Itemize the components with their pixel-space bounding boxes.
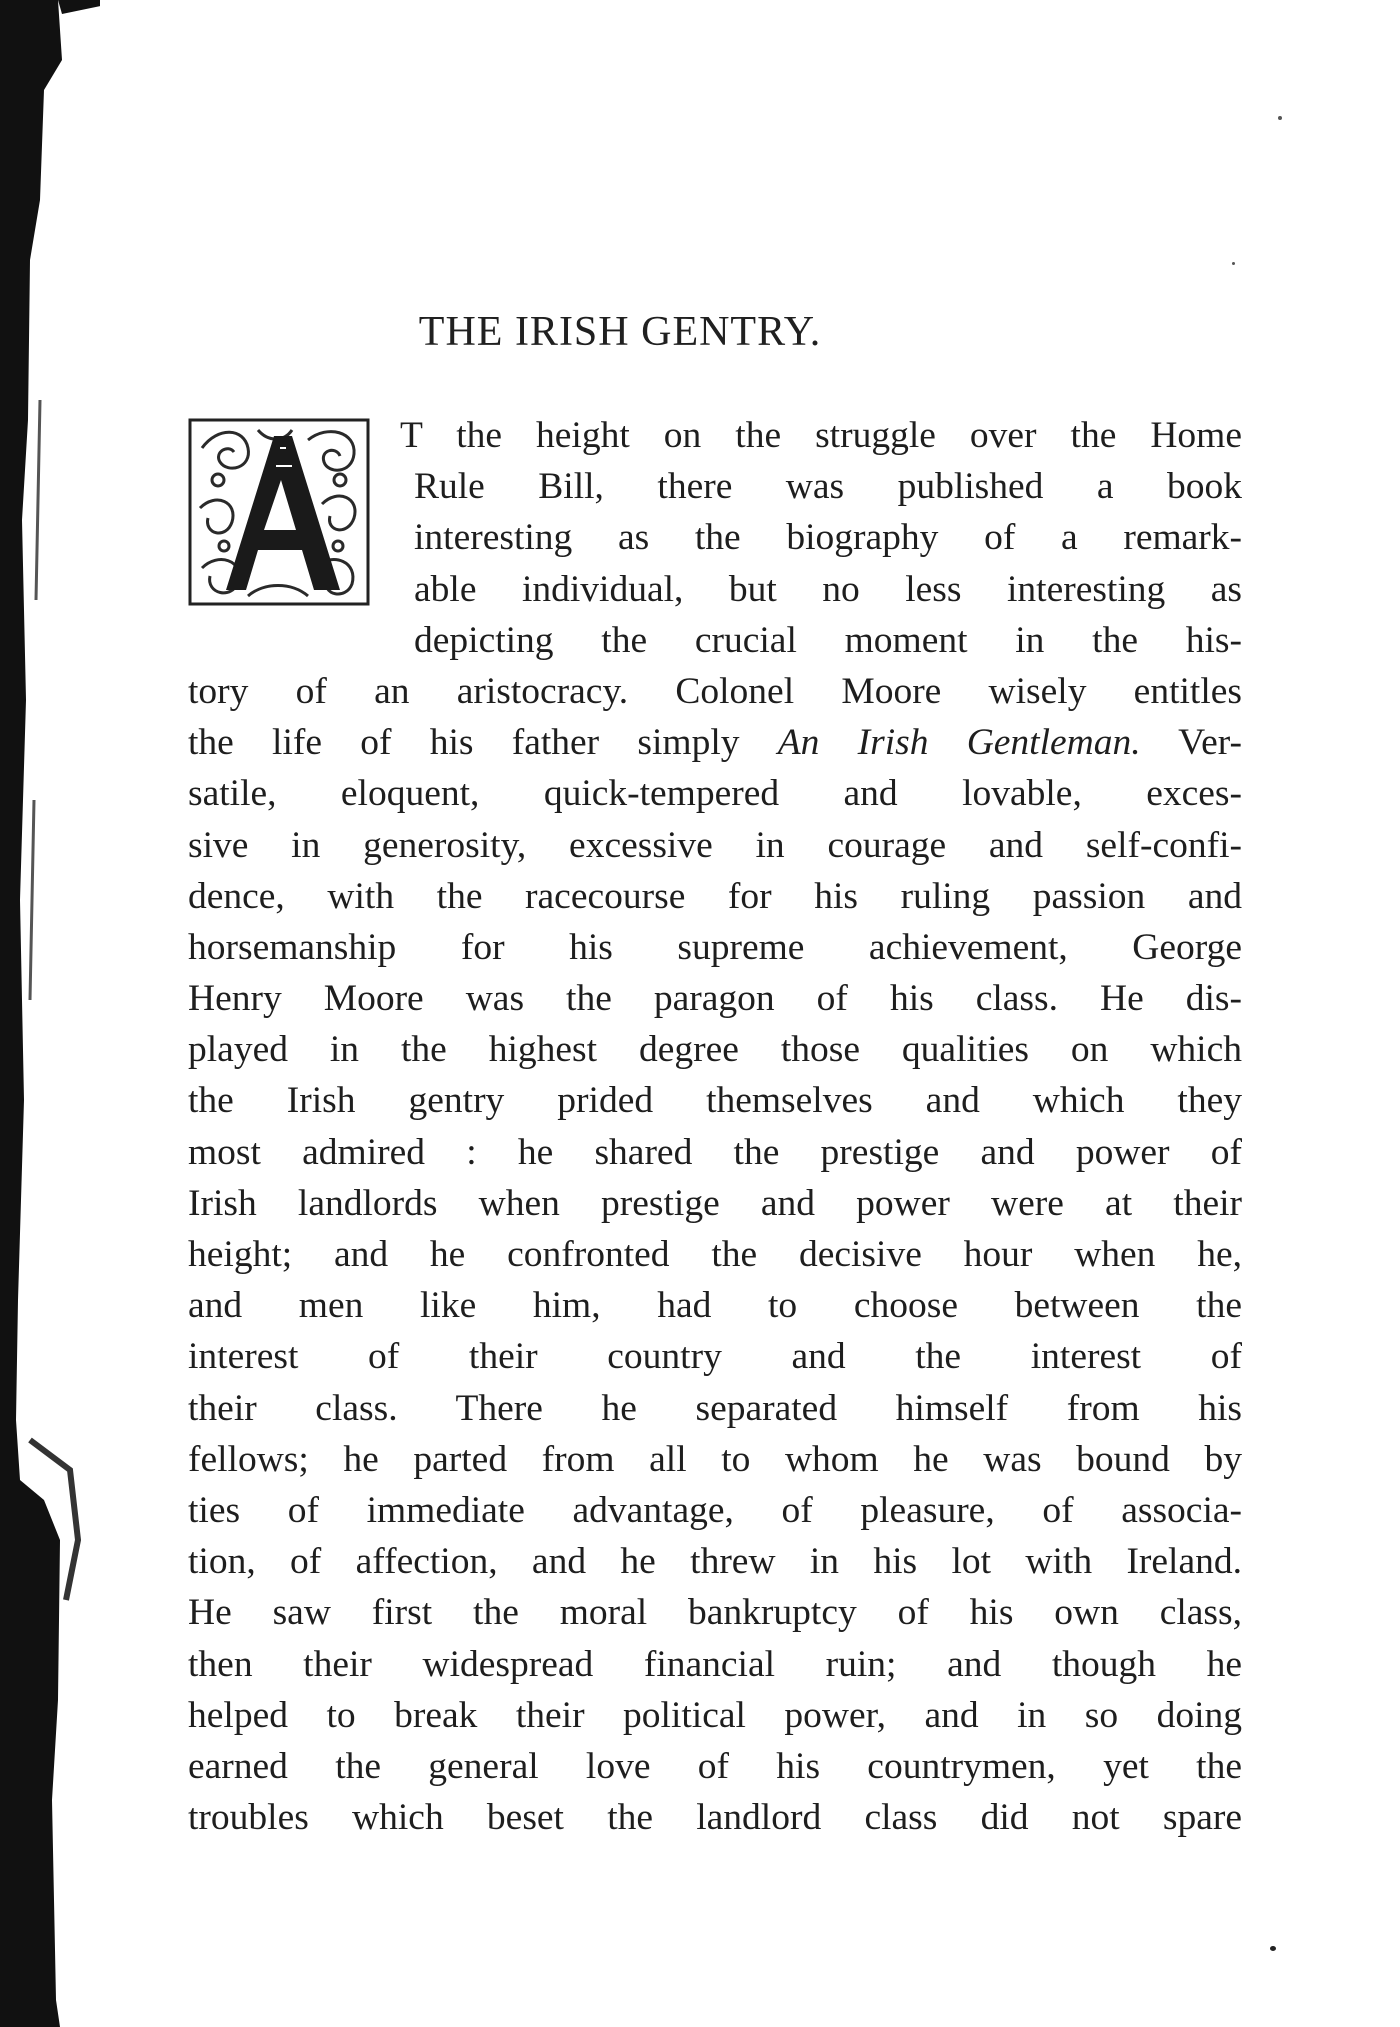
text-segment: the life of his father simply: [188, 722, 778, 764]
text-line: their class. There he separated himself from his: [188, 1387, 1242, 1429]
text-line: depicting the crucial moment in the his-: [414, 619, 1242, 661]
text-line: able individual, but no less interesting as: [414, 568, 1242, 610]
scan-speck: [1232, 262, 1235, 265]
text-line: earned the general love of his countrymen, yet the: [188, 1745, 1242, 1787]
text-line: the Irish gentry prided themselves and which they: [188, 1080, 1242, 1122]
text-line: T the height on the struggle over the Home: [400, 415, 1242, 456]
body-text: [188, 410, 1242, 1843]
text-line: played in the highest degree those qualities on which: [188, 1029, 1242, 1071]
text-line: tion, of affection, and he threw in his lot with Ireland.: [188, 1541, 1242, 1583]
text-line: [188, 717, 1242, 768]
text-line: interesting as the biography of a remark-: [414, 517, 1242, 559]
text-line: satile, eloquent, quick-tempered and lovable, exces-: [188, 773, 1242, 815]
text-line: Rule Bill, there was published a book: [414, 466, 1242, 508]
text-line: Irish landlords when prestige and power were at their: [188, 1182, 1242, 1224]
book-title: An Irish Gentleman.: [777, 722, 1141, 764]
text-line: He saw first the moral bankruptcy of his own class,: [188, 1592, 1242, 1634]
text-line: dence, with the racecourse for his ruling passion and: [188, 875, 1242, 917]
text-line: tory of an aristocracy. Colonel Moore wisely entitles: [188, 670, 1242, 712]
scan-speck: [1270, 1946, 1276, 1951]
text-line: interest of their country and the interest of: [188, 1336, 1242, 1378]
text-line: and men like him, had to choose between the: [188, 1285, 1242, 1327]
text-line: height; and he confronted the decisive hour when he,: [188, 1234, 1242, 1275]
text-line: sive in generosity, excessive in courage and self-confi-: [188, 824, 1242, 866]
text-line: Henry Moore was the paragon of his class. He dis-: [188, 978, 1242, 1020]
text-line: ties of immediate advantage, of pleasure, of associa-: [188, 1489, 1242, 1531]
text-line: then their widespread financial ruin; and though he: [188, 1643, 1242, 1685]
text-line: fellows; he parted from all to whom he was bound by: [188, 1438, 1242, 1480]
text-line: troubles which beset the landlord class did not spare: [188, 1797, 1242, 1839]
text-segment: Ver-: [1140, 722, 1242, 764]
chapter-heading: THE IRISH GENTRY.: [418, 309, 822, 355]
text-line: horsemanship for his supreme achievement, George: [188, 926, 1242, 968]
text-line: helped to break their political power, and in so doing: [188, 1694, 1242, 1736]
scan-speck: [1278, 116, 1282, 120]
text-line: most admired : he shared the prestige and power of: [188, 1131, 1242, 1173]
binding-edge: [0, 0, 100, 2027]
